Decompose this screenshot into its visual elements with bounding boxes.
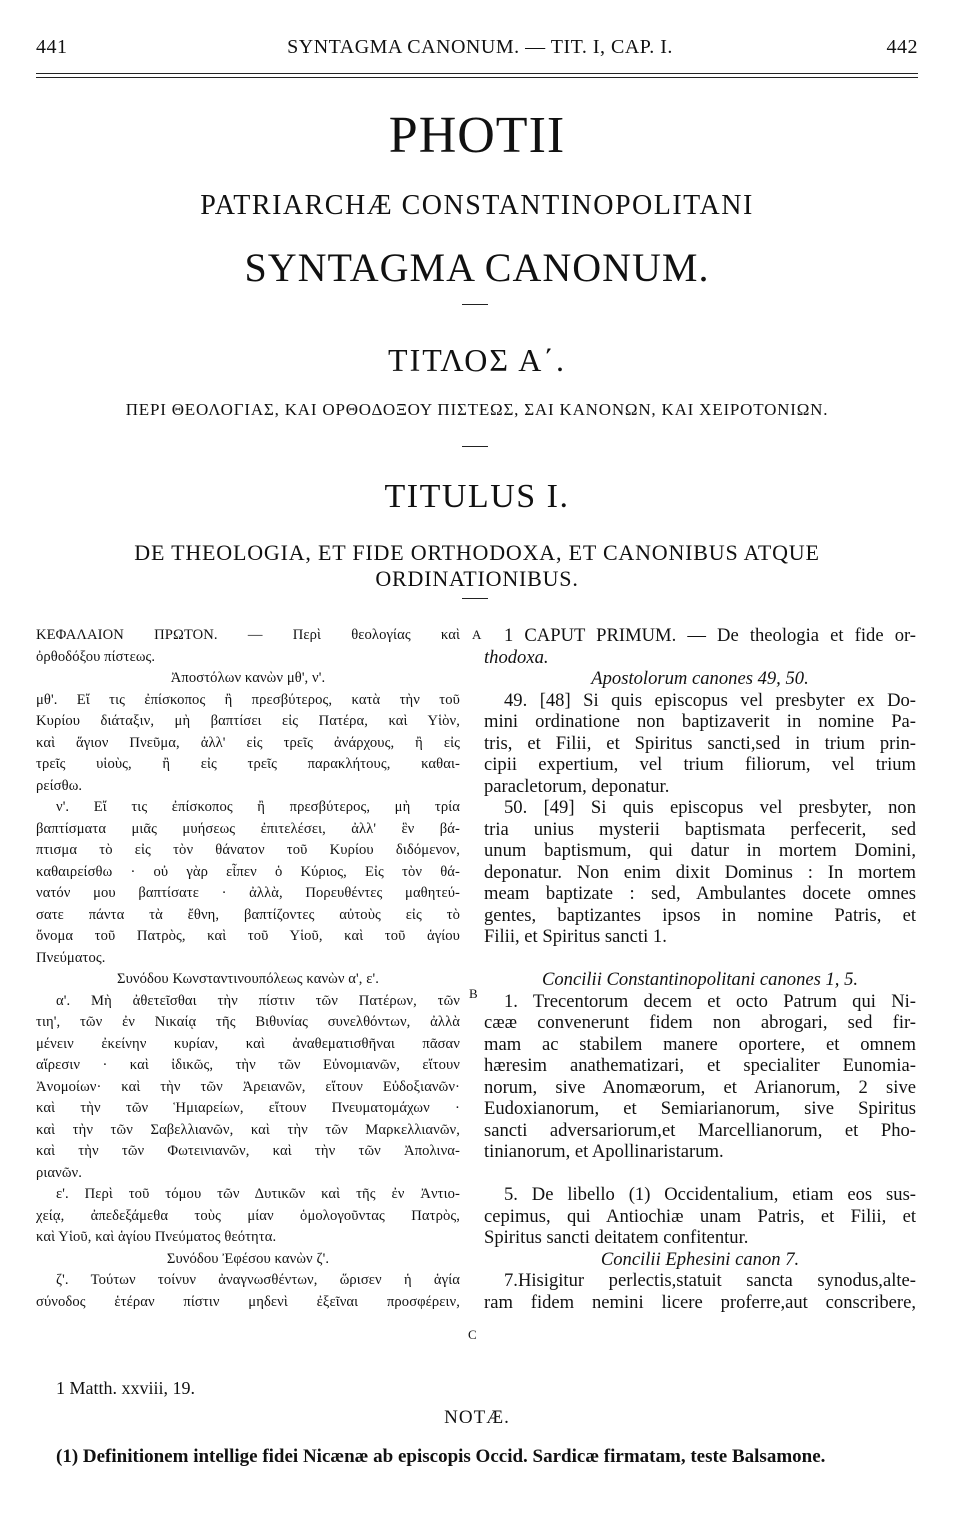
latin-line: tinianorum, et Apollinaristarum. — [484, 1141, 724, 1162]
greek-line: σατε πάντα τὰ ἔθνη, βαπτίζοντες αὐτοὺς εἰς τὸ — [36, 906, 460, 923]
greek-line: ὄνομα τοῦ Πατρὸς, καὶ τοῦ Υἱοῦ, καὶ τοῦ ἁγίου — [36, 928, 460, 944]
office-heading: PATRIARCHÆ CONSTANTINOPOLITANI — [200, 190, 754, 221]
greek-line: σύνοδος ἑτέραν πίστιν μηδενὶ ἐξεῖναι προσφέρειν, — [36, 1293, 460, 1310]
page-number-left: 441 — [36, 36, 68, 58]
greek-line: τρεῖς υἱοὺς, ἢ εἰς τρεῖς παρακλήτους, καθαι- — [36, 756, 460, 772]
latin-line: cææ convenerunt fidem non abrogari, sed fir- — [484, 1012, 916, 1033]
greek-line: καὶ τὴν τῶν Ἡμιαρείων, εἴτουν Πνευματομάχων · — [36, 1100, 460, 1116]
greek-line: Ἀνομοίων· καὶ τὴν τῶν Ἀρειανῶν, εἴτουν Εὐδοξιανῶν· — [36, 1078, 460, 1095]
greek-line: καὶ τὴν τῶν Φωτεινιανῶν, καὶ τὴν τῶν Ἀπολινα- — [36, 1143, 460, 1159]
latin-line: meam baptizate : sed, Ambulantes docete omnes — [484, 883, 916, 904]
latin-line: 7.Hisigitur perlectis,statuit sancta synodus,alte- — [504, 1270, 916, 1291]
title-divider-3 — [462, 598, 488, 599]
greek-line: ε'. Περὶ τοῦ τόμου τῶν Δυτικῶν καὶ τῆς ἐν Ἀντιο- — [56, 1186, 460, 1202]
latin-line: deponatur. Non enim dixit Dominus : In mortem — [484, 861, 916, 883]
greek-line: ρείσθω. — [36, 777, 83, 794]
greek-line: βαπτίσματα μιᾶς μυήσεως ἐπιτελέσει, ἀλλ' ἓν βά- — [36, 820, 460, 837]
greek-line: καὶ ἅγιον Πνεῦμα, ἀλλ' εἰς τρεῖς ἀνάρχους, ἢ εἰς — [36, 734, 460, 751]
greek-line: χείᾳ, ἀπεδεξάμεθα τοὺς μίαν ὁμολογοῦντας Πατρὸς, — [36, 1207, 460, 1224]
latin-line: mini ordinatione non baptizaverit in nomine Pa- — [484, 711, 916, 732]
latin-line: mam ac stabilem manere oportere, et omnem — [484, 1033, 916, 1055]
greek-line: ν'. Εἴ τις ἐπίσκοπος ἢ πρεσβύτερος, μὴ τρία — [56, 799, 460, 815]
latin-chapter-heading — [484, 625, 916, 647]
latin-line: tris, et Filii, et Spiritus sancti,sed in trium prin- — [484, 732, 916, 754]
margin-letter-a: A — [472, 627, 482, 642]
greek-line: αἵρεσιν · καὶ ἰδικῶς, τὴν τῶν Εὐνομιανῶν, εἴτουν — [36, 1057, 460, 1073]
latin-spacer — [484, 1163, 916, 1185]
latin-line: 50. [49] Si quis episcopus vel presbyter, non — [504, 797, 916, 818]
latin-line: tria unius mysterii baptismata perfecerit, sed — [484, 818, 916, 840]
latin-section-heading: Apostolorum canones 49, 50. — [591, 668, 809, 689]
latin-spacer — [484, 948, 916, 970]
latin-line: unum baptismum, qui datur in mortem Domini, — [484, 840, 916, 861]
latin-line: norum, sive Anomæorum, et Arianorum, 2 sive — [484, 1076, 916, 1098]
greek-line: νατόν μου βαπτίσατε · ἀλλὰ, Πορευθέντες μαθητεύ- — [36, 885, 460, 901]
latin-column — [484, 625, 916, 1313]
greek-line: καθαιρείσθω · οὐ γὰρ εἶπεν ὁ Κύριος, Εἰς τὸν θά- — [36, 863, 460, 880]
greek-column — [36, 625, 460, 1313]
margin-letter-c: C — [468, 1327, 477, 1342]
greek-subtitle: ΠΕΡΙ ΘΕΟΛΟΓΙΑΣ, ΚΑΙ ΟΡΘΟΔΟΞΟΥ ΠΙΣΤΕΩΣ, ΣΑΙ ΚΑΝΟΝΩΝ, ΚΑΙ ΧΕΙΡΟΤΟΝΙΩΝ. — [125, 400, 829, 419]
margin-letter-b: B — [469, 986, 478, 1001]
latin-section-heading: Concilii Constantinopolitani canones 1, 5. — [541, 969, 859, 990]
page-number-right: 442 — [886, 36, 918, 58]
greek-line: καὶ τὴν τῶν Σαβελλιανῶν, καὶ τὴν τῶν Μαρκελλιανῶν, — [36, 1121, 460, 1138]
latin-line: gentes, baptizantes ipsos in nomine Patris, et — [484, 904, 916, 926]
greek-title: ΤΙΤΛΟΣ Α΄. — [388, 342, 566, 378]
greek-chapter-heading: ΚΕΦΑΛΑΙΟΝ ΠΡΩΤΟΝ. — Περὶ θεολογίας καὶ — [36, 627, 460, 643]
greek-line: Κυρίου διάταξιν, μὴ βαπτίσει εἰς Πατέρα, καὶ Υἱὸν, — [36, 713, 460, 729]
author-heading: PHOTII — [388, 107, 566, 164]
latin-line: 1. Trecentorum decem et octo Patrum qui Ni- — [504, 990, 916, 1012]
greek-line: τιη', τῶν ἐν Νικαίᾳ τῆς Βιθυνίας συνελθόντων, ἀλλὰ — [36, 1014, 460, 1030]
greek-line: καὶ Υἱοῦ, καὶ ἁγίου Πνεύματος θεότητα. — [36, 1229, 277, 1245]
latin-line: Eudoxianorum, et Semiarianorum, sive Spiritus — [484, 1098, 916, 1119]
header-rule — [36, 73, 918, 74]
note-1: (1) Definitionem intellige fidei Nicænæ ab episcopis Occid. Sardicæ firmatam, teste Balsamone. — [56, 1446, 826, 1467]
latin-line: 1 CAPUT PRIMUM. — De theologia et fide or- — [504, 625, 916, 646]
greek-line: μένειν ἐκείνην κυρίαν, καὶ ἀναθεματισθῆναι πᾶσαν — [36, 1035, 460, 1052]
footnote: 1 Matth. xxviii, 19. — [56, 1378, 195, 1398]
latin-line: 49. [48] Si quis episcopus vel presbyter ex Do- — [504, 689, 916, 711]
latin-line: paracletorum, deponatur. — [484, 775, 670, 797]
title-divider-2 — [462, 446, 488, 447]
latin-line: 5. De libello (1) Occidentalium, etiam eos sus- — [504, 1184, 916, 1205]
greek-section-heading: Συνόδου Κωνσταντινουπόλεως κανὼν α', ε'. — [117, 971, 379, 987]
greek-section-heading: Ἀποστόλων κανὼν μθ', ν'. — [170, 670, 326, 686]
latin-line: Filii, et Spiritus sancti 1. — [484, 926, 667, 947]
latin-line: thodoxa. — [484, 646, 549, 668]
header-rule-2 — [36, 77, 918, 78]
greek-line: πτισμα τὸ εἰς τὸν θάνατον τοῦ Κυρίου διδόμενον, — [36, 842, 460, 858]
greek-line: ριανῶν. — [36, 1164, 83, 1181]
greek-line: Πνεύματος. — [36, 949, 106, 966]
greek-line: ὀρθοδόξου πίστεως. — [36, 648, 156, 665]
latin-line: cipii expertium, vel trium filiorum, vel trium — [484, 754, 916, 775]
greek-line: α'. Μὴ ἀθετεῖσθαι τὴν πίστιν τῶν Πατέρων, τῶν — [56, 992, 460, 1009]
latin-line: Spiritus sancti deitatem confitentur. — [484, 1227, 749, 1248]
notes-heading: NOTÆ. — [444, 1407, 510, 1428]
latin-title: TITULUS I. — [384, 478, 570, 515]
running-title: SYNTAGMA CANONUM. — TIT. I, CAP. I. — [287, 36, 673, 58]
greek-section-heading: Συνόδου Ἐφέσου κανὼν ζ'. — [166, 1250, 330, 1267]
latin-section-heading: Concilii Ephesini canon 7. — [600, 1248, 800, 1270]
latin-subtitle: DE THEOLOGIA, ET FIDE ORTHODOXA, ET CANONIBUS ATQUE ORDINATIONIBUS. — [134, 540, 820, 591]
work-heading: SYNTAGMA CANONUM. — [244, 245, 710, 290]
latin-line: sancti adversariorum,et Marcellianorum, et Pho- — [484, 1119, 916, 1141]
title-divider-1 — [462, 304, 488, 305]
latin-line: cepimus, qui Antiochiæ unam Patris, et Filii, et — [484, 1205, 916, 1227]
latin-line: ram fidem nemini licere proferre,aut conscribere, — [484, 1291, 916, 1313]
greek-line: ζ'. Τούτων τοίνυν ἀναγνωσθέντων, ὥρισεν ἡ ἁγία — [56, 1272, 460, 1288]
greek-line: μθ'. Εἴ τις ἐπίσκοπος ἢ πρεσβύτερος, κατὰ τὴν τοῦ — [36, 691, 460, 708]
latin-line: hæresim anathematizari, et specialiter Eunomia- — [484, 1055, 916, 1076]
